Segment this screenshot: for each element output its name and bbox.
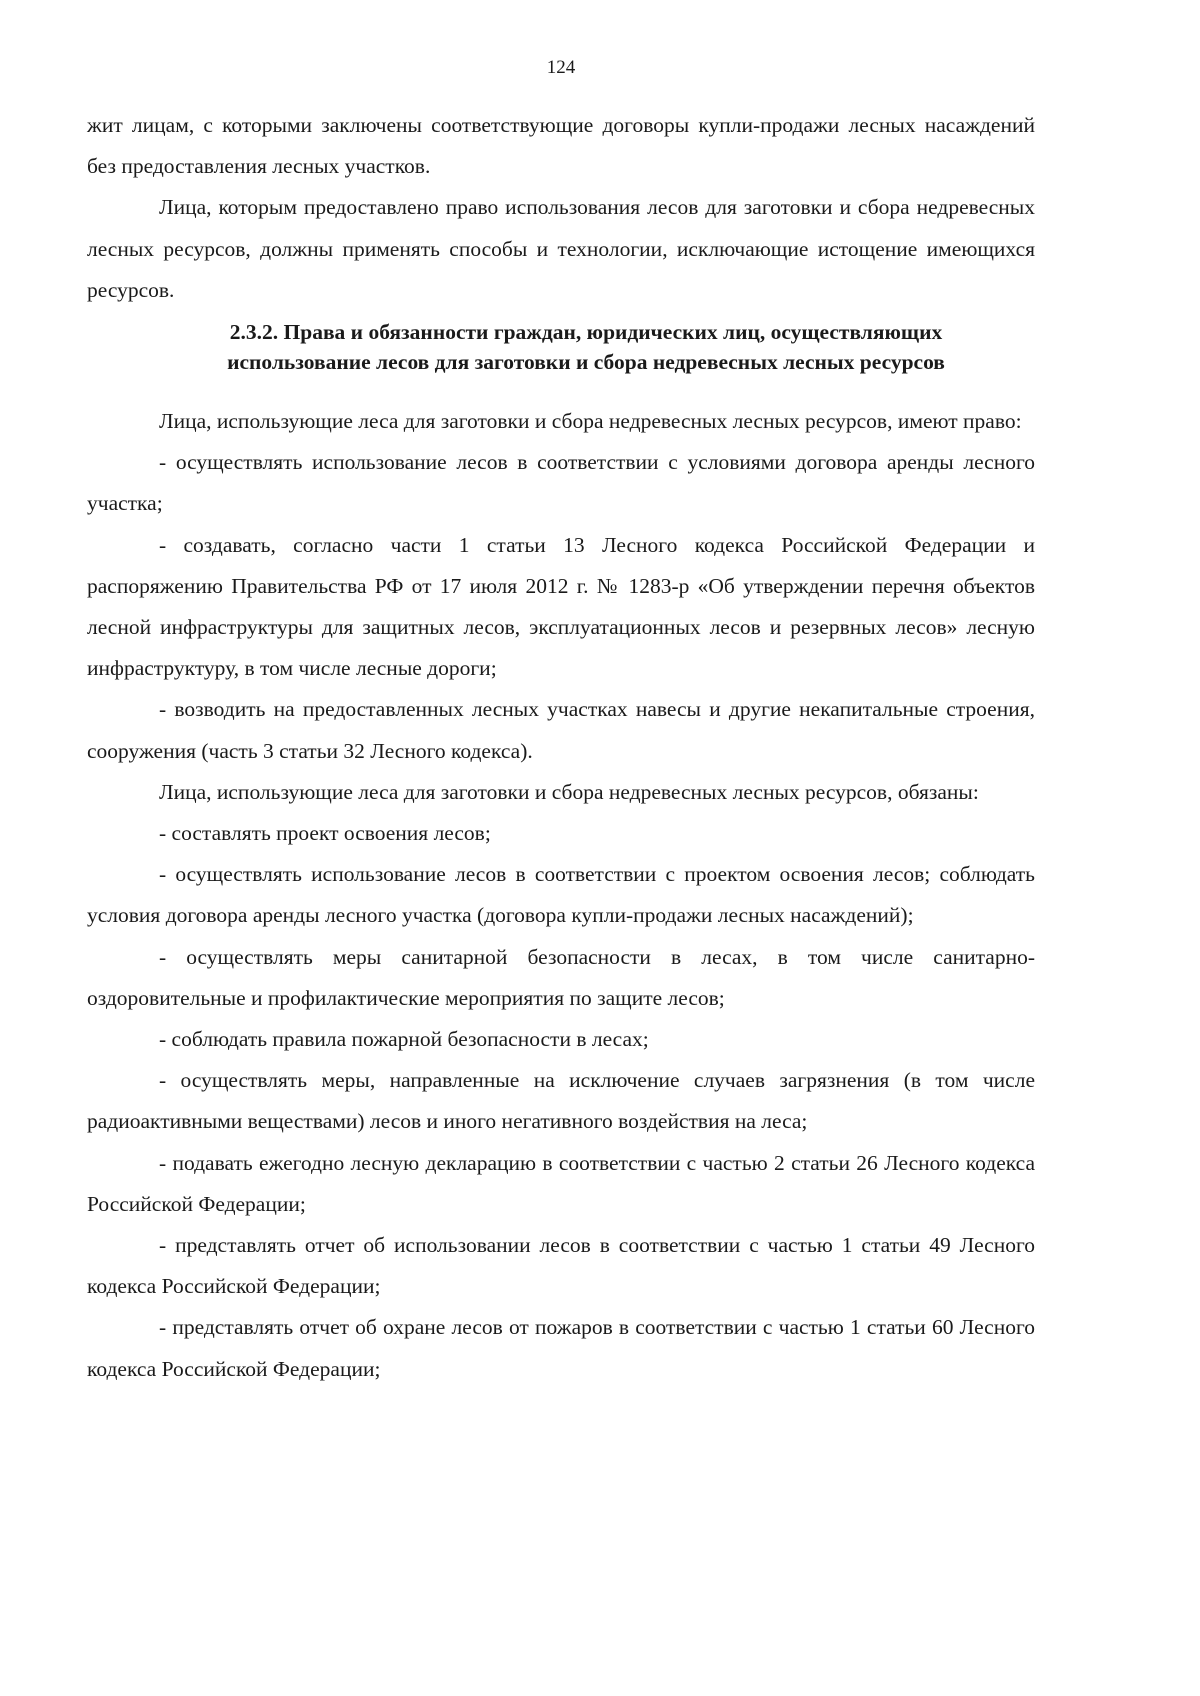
section-heading [87,317,1035,377]
section-heading-line: использование лесов для заготовки и сбора недревесных лесных ресурсов [227,350,945,375]
document-page [87,50,1035,1390]
list-item: - соблюдать правила пожарной безопасности в лесах; [159,1027,649,1052]
paragraph: жит лицам, с которыми заключены соответствующие договоры купли-продажи лесных насаждений без предоставления лесных участков. [87,113,1035,179]
list-item: - осуществлять меры, направленные на исключение случаев загрязнения (в том числе радиоактивными веществами) лесов и иного негативного воздействия на леса; [87,1068,1035,1134]
paragraph: Лица, использующие леса для заготовки и сбора недревесных лесных ресурсов, имеют право: [159,409,1022,434]
list-item: - составлять проект освоения лесов; [159,821,491,846]
section-heading-line: 2.3.2. Права и обязанности граждан, юридических лиц, осуществляющих [229,320,943,345]
list-item: - представлять отчет об использовании лесов в соответствии с частью 1 статьи 49 Лесного кодекса Российской Федерации; [87,1233,1035,1299]
paragraph: Лица, которым предоставлено право использования лесов для заготовки и сбора недревесных лесных ресурсов, должны применять способы и технологии, исключающие истощение имеющихся ресурсов. [87,195,1035,302]
list-item: - осуществлять меры санитарной безопасности в лесах, в том числе санитарно-оздоровительные и профилактические мероприятия по защите лесов; [87,944,1035,1010]
list-item: - представлять отчет об охране лесов от пожаров в соответствии с частью 1 статьи 60 Лесного кодекса Российской Федерации; [87,1315,1035,1381]
list-item: - осуществлять использование лесов в соответствии с проектом освоения лесов; соблюдать условия договора аренды лесного участка (договора купли-продажи лесных насаждений); [87,862,1035,928]
list-item: - подавать ежегодно лесную декларацию в соответствии с частью 2 статьи 26 Лесного кодекса Российской Федерации; [87,1150,1035,1216]
list-item: - осуществлять использование лесов в соответствии с условиями договора аренды лесного участка; [87,450,1035,516]
list-item: - возводить на предоставленных лесных участках навесы и другие некапитальные строения, сооружения (часть 3 статьи 32 Лесного кодекса). [87,697,1035,763]
paragraph: Лица, использующие леса для заготовки и сбора недревесных лесных ресурсов, обязаны: [159,779,979,804]
page-number: 124 [546,57,576,78]
list-item: - создавать, согласно части 1 статьи 13 Лесного кодекса Российской Федерации и распоряжению Правительства РФ от 17 июля 2012 г. № 1283-р «Об утверждении перечня объектов лесной инфраструктуры для защитных лесов, эксплуатационных лесов и резервных лесов» лесную инфраструктуру, в том числе лесные дороги; [87,532,1035,681]
